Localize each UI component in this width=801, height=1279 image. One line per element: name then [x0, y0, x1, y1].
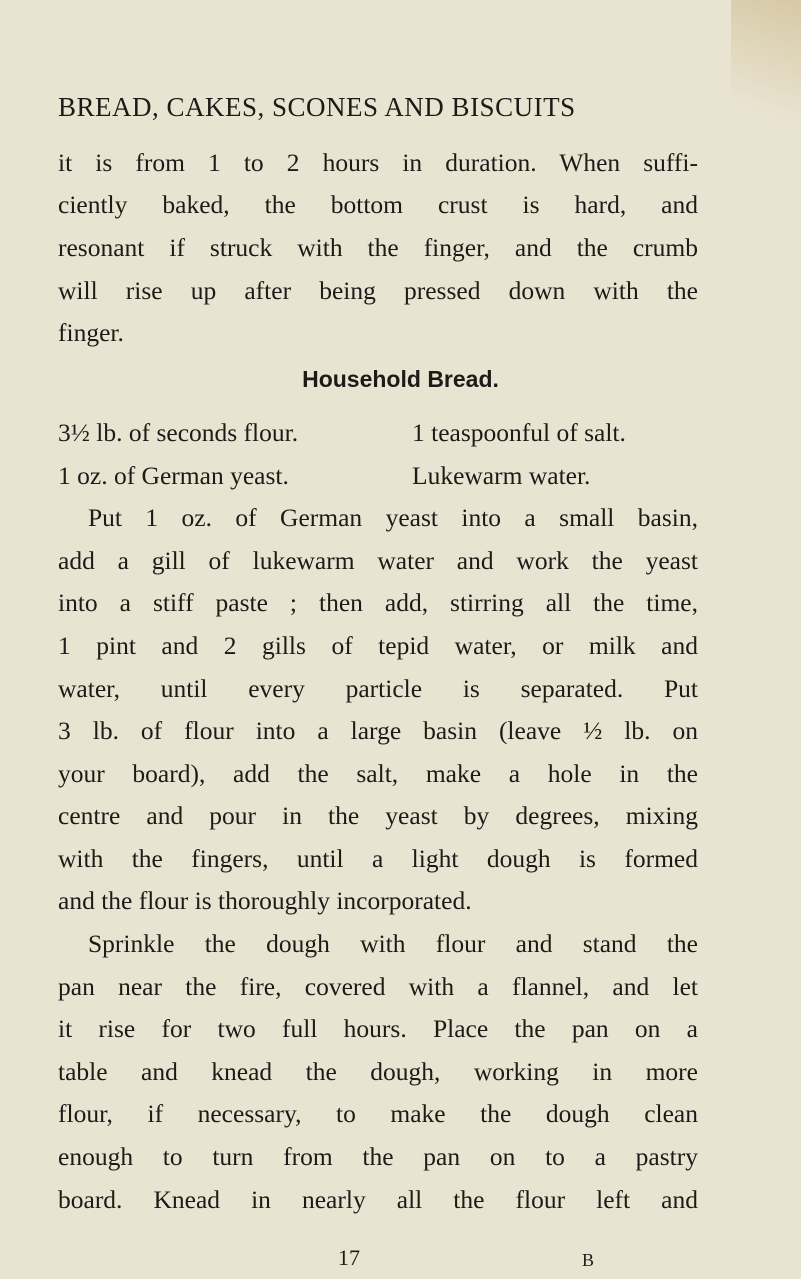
signature-mark: B: [582, 1250, 595, 1270]
method-line-12: pan near the fire, covered with a flannel, and let: [58, 972, 698, 1001]
method-line-2: add a gill of lukewarm water and work the yeast: [58, 546, 698, 575]
method-line-6: 3 lb. of flour into a large basin (leave ½ lb. on: [58, 716, 698, 745]
running-title: BREAD, CAKES, SCONES AND BISCUITS: [58, 92, 576, 122]
method-line-16: enough to turn from the pan on to a pastry: [58, 1142, 698, 1171]
method-line-4: 1 pint and 2 gills of tepid water, or milk and: [58, 631, 698, 660]
method-line-7: your board), add the salt, make a hole in the: [58, 759, 698, 788]
method-line-10: and the flour is thoroughly incorporated.: [58, 886, 472, 915]
page-number: 17: [338, 1245, 360, 1270]
method-line-3: into a stiff paste ; then add, stirring all the time,: [58, 588, 698, 617]
method-line-8: centre and pour in the yeast by degrees, mixing: [58, 801, 698, 830]
ingredient-yeast: 1 oz. of German yeast.: [58, 461, 289, 490]
page-stain: [731, 0, 801, 160]
method-line-9: with the fingers, until a light dough is formed: [58, 844, 698, 873]
ingredient-water: Lukewarm water.: [412, 461, 591, 490]
intro-line-2: ciently baked, the bottom crust is hard, and: [58, 190, 698, 219]
method-line-11: Sprinkle the dough with flour and stand the: [88, 929, 698, 958]
intro-line-4: will rise up after being pressed down with the: [58, 276, 698, 305]
intro-line-1: it is from 1 to 2 hours in duration. When suffi-: [58, 148, 698, 177]
method-line-1: Put 1 oz. of German yeast into a small basin,: [88, 503, 698, 532]
method-line-14: table and knead the dough, working in more: [58, 1057, 698, 1086]
ingredient-salt: 1 teaspoonful of salt.: [412, 418, 626, 447]
ingredient-flour: 3½ lb. of seconds flour.: [58, 418, 299, 447]
intro-line-5: finger.: [58, 318, 124, 347]
method-line-13: it rise for two full hours. Place the pan on a: [58, 1014, 698, 1043]
recipe-title: Household Bread.: [302, 366, 499, 392]
method-line-5: water, until every particle is separated. Put: [58, 674, 698, 703]
method-line-17: board. Knead in nearly all the flour left and: [58, 1185, 698, 1214]
intro-line-3: resonant if struck with the finger, and the crumb: [58, 233, 698, 262]
method-line-15: flour, if necessary, to make the dough clean: [58, 1099, 698, 1128]
